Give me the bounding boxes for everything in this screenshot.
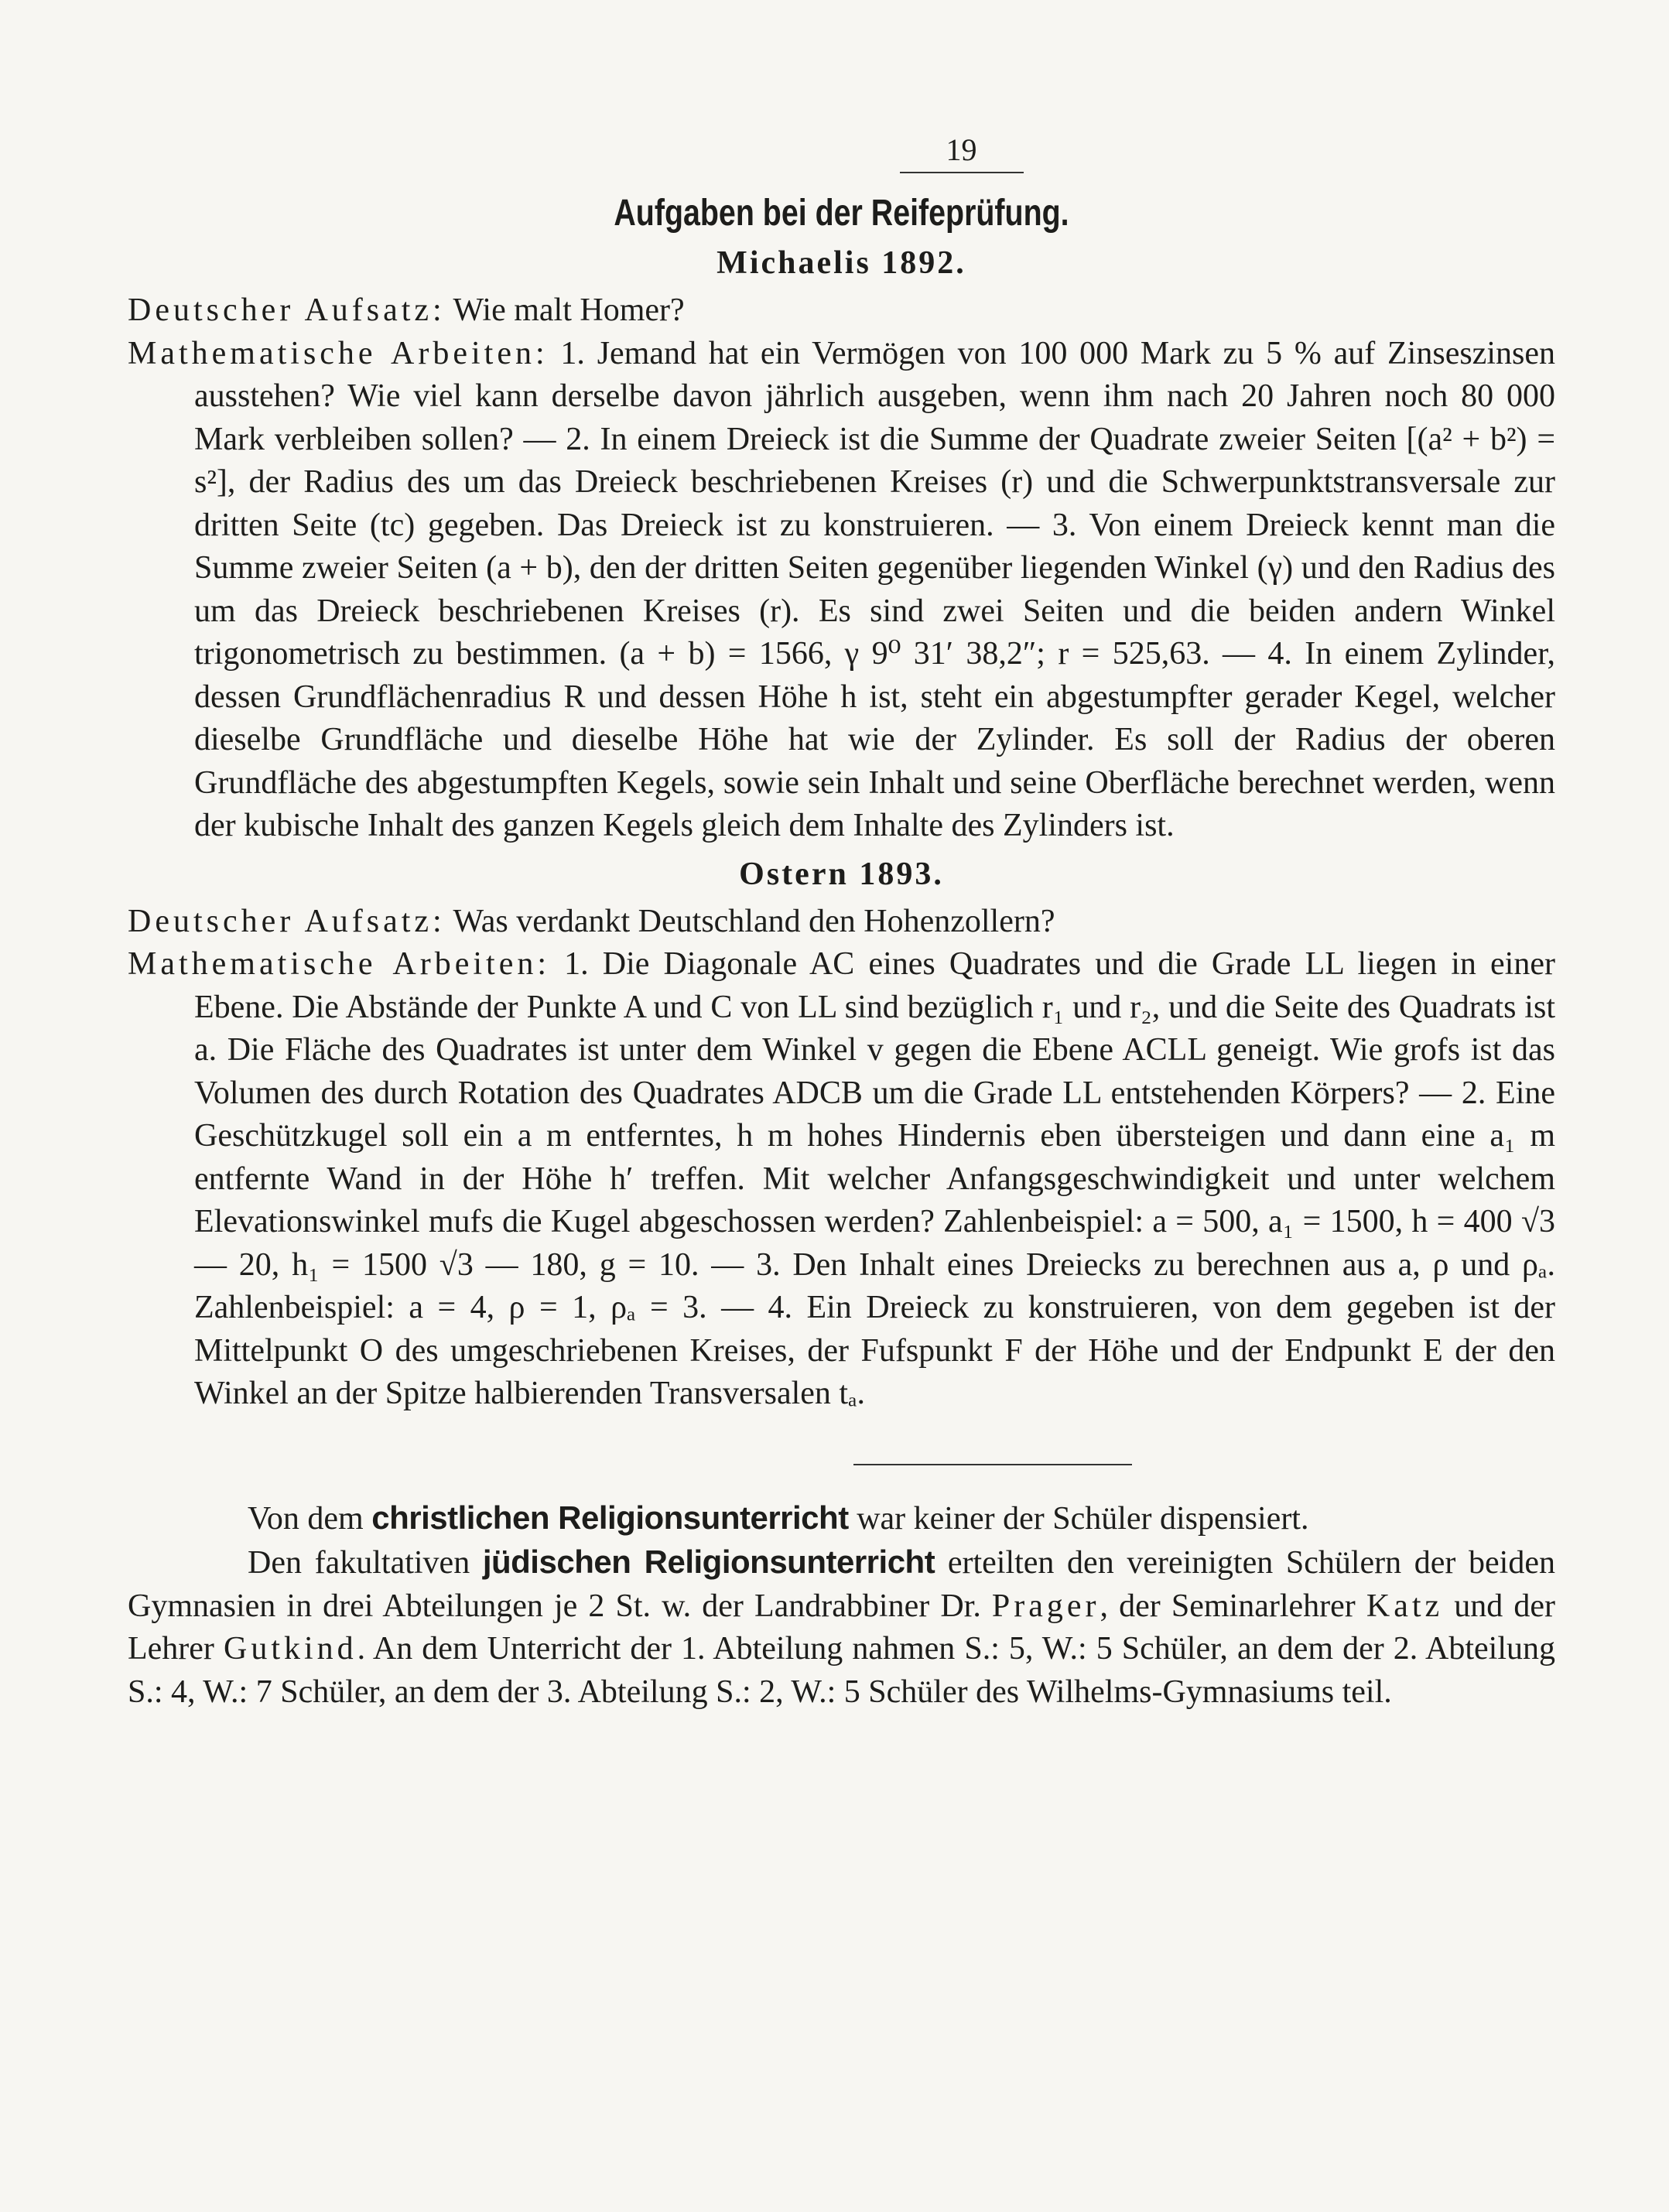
entry-label: Deutscher Aufsatz: [128, 903, 446, 939]
paragraph-text: und der Lehrer [128, 1588, 1555, 1667]
emphasis-jewish-religion: jüdischen Religionsunterricht [482, 1544, 935, 1580]
math-tasks-entry [128, 943, 1555, 1416]
paragraph-text: , der Seminarlehrer [1100, 1588, 1366, 1624]
german-essay-entry [128, 289, 1555, 333]
section-michaelis [128, 243, 1555, 848]
religion-paragraph-jewish [128, 1540, 1555, 1714]
math-tasks-entry [128, 333, 1555, 848]
page-content [128, 132, 1555, 1714]
entry-label: Mathematische Arbeiten: [128, 335, 549, 371]
paragraph-text: . An dem Unterricht der 1. Abteilung nahmen S.: 5, W.: 5 Schüler, an dem der 2. Abteilung S.: 4, W.: 7 Schüler, an dem der 3. Abteilung S.: 2, W.: 5 Schüler des Wilhelms-Gymnasiums teil. [128, 1631, 1555, 1710]
german-essay-entry [128, 901, 1555, 944]
religion-paragraph-christian [128, 1496, 1555, 1541]
entry-text: 1. Die Diagonale AC eines Quadrates und die Grade LL liegen in einer Ebene. Die Abstände der Punkte A und C von LL sind bezüglich r₁ und r₂, und die Seite des Quadrats ist a. Die Fläche des Quadrates ist unter dem Winkel v gegen die Ebene ACLL geneigt. Wie grofs ist das Volumen des durch Rotation des Quadrates ADCB um die Grade LL entstehenden Körpers? — 2. Eine Geschützkugel soll ein a m entferntes, h m hohes Hindernis eben übersteigen und dann eine a₁ m entfernte Wand in der Höhe h′ treffen. Mit welcher Anfangsgeschwindigkeit und unter welchem Elevationswinkel mufs die Kugel abgeschossen werden? Zahlenbeispiel: a = 500, a₁ = 1500, h = 400 √3 — 20, h₁ = 1500 √3 — 180, g = 10. — 3. Den Inhalt eines Dreiecks zu berechnen aus a, ρ und ρₐ. Zahlenbeispiel: a = 4, ρ = 1, ρₐ = 3. — 4. Ein Dreieck zu konstruieren, von dem gegeben ist der Mittelpunkt O des umgeschriebenen Kreises, der Fufspunkt F der Höhe und der Endpunkt E der den Winkel an der Spitze halbierenden Transversalen tₐ. [194, 946, 1555, 1411]
paragraph-text: Den fakultativen [248, 1545, 483, 1581]
section-divider [853, 1464, 1132, 1465]
page-number: 19 [900, 132, 1024, 173]
section-ostern [128, 854, 1555, 1416]
page-title: Aufgaben bei der Reifeprüfung. [614, 193, 1069, 234]
teacher-name-gutkind: Gutkind [223, 1631, 357, 1667]
paragraph-text: erteilten den vereinigten Schülern der beiden Gymnasien in drei Abteilungen je 2 St. w. der Landrabbiner Dr. [128, 1545, 1555, 1624]
section-heading: Michaelis 1892. [717, 245, 966, 281]
teacher-name-katz: Katz [1366, 1588, 1444, 1624]
paragraph-text: war keiner der Schüler dispensiert. [848, 1500, 1309, 1537]
entry-text: 1. Jemand hat ein Vermögen von 100 000 Mark zu 5 % auf Zinseszinsen ausstehen? Wie viel kann derselbe davon jährlich ausgeben, wenn ihm nach 20 Jahren noch 80 000 Mark verbleiben sollen? — 2. In einem Dreieck ist die Summe der Quadrate zweier Seiten [(a² + b²) = s²], der Radius des um das Dreieck beschriebenen Kreises (r) und die Schwerpunktstransversale zur dritten Seite (tc) gegeben. Das Dreieck ist zu konstruieren. — 3. Von einem Dreieck kennt man die Summe zweier Seiten (a + b), den der dritten Seiten gegenüber liegenden Winkel (γ) und den Radius des um das Dreieck beschriebenen Kreises (r). Es sind zwei Seiten und die beiden andern Winkel trigonometrisch zu bestimmen. (a + b) = 1566, γ 9⁰ 31′ 38,2″; r = 525,63. — 4. In einem Zylinder, dessen Grundflächenradius R und dessen Höhe h ist, steht ein abgestumpfter gerader Kegel, welcher dieselbe Grundfläche und dieselbe Höhe hat wie der Zylinder. Es soll der Radius der oberen Grundfläche des abgestumpften Kegels, sowie sein Inhalt und seine Oberfläche berechnet werden, wenn der kubische Inhalt des ganzen Kegels gleich dem Inhalte des Zylinders ist. [194, 335, 1555, 843]
entry-text: Wie malt Homer? [445, 292, 685, 328]
section-heading: Ostern 1893. [739, 856, 944, 892]
emphasis-christian-religion: christlichen Religionsunterricht [371, 1499, 849, 1536]
entry-text: Was verdankt Deutschland den Hohenzollern? [445, 903, 1055, 939]
entry-label: Mathematische Arbeiten: [128, 946, 550, 982]
paragraph-text: Von dem [248, 1500, 372, 1537]
teacher-name-prager: Prager [991, 1588, 1100, 1624]
entry-label: Deutscher Aufsatz: [128, 292, 446, 328]
